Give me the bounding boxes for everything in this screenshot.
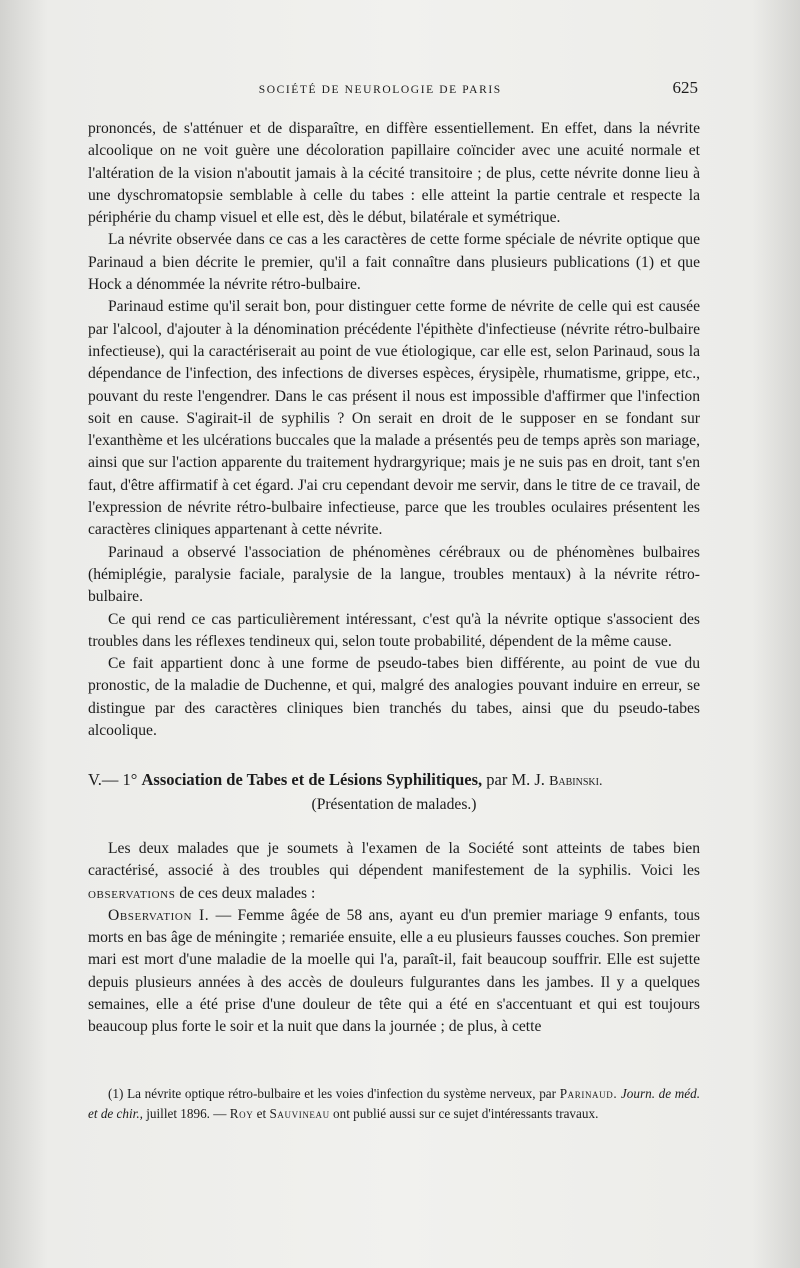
footnote-author-roy: Roy [229, 1106, 254, 1121]
page-header [88, 78, 698, 98]
footnote-text-3: ont publié aussi sur ce sujet d'intéressants travaux. [333, 1106, 599, 1121]
footnote-author-sauvineau: Sauvineau [269, 1106, 330, 1121]
footnote-marker: (1) [108, 1086, 124, 1101]
footnote [88, 1084, 700, 1124]
section-by: par M. J. [486, 770, 545, 790]
section-subtitle: (Présentation de malades.) [311, 795, 477, 813]
intro-smallcaps: observations [88, 884, 176, 902]
paragraph-3: Parinaud estime qu'il serait bon, pour distinguer cette forme de névrite de celle qui est causée par l'alcool, d'ajouter à la dénomination précédente l'épithète d'infectieuse (névrite rétro-bulbaire infectieuse), qui la caractériserait au point de vue étiologique, car elle est, selon Parinaud, sous la dépendance de l'infection, des infections de diverses espèces, érysipèle, rhumatisme, grippe, etc., pouvant du reste l'engendrer. Dans le cas présent il nous est impossible d'affirmer que l'infection soit en cause. S'agirait-il de syphilis ? On serait en droit de le supposer en se fondant sur l'exanthème et les ulcérations buccales que la malade a présentés peu de temps après son mariage, ainsi que sur l'action apparente du traitement hydrargyrique; mais je ne suis pas en droit, tant s'en faut, d'être affirmatif à cet égard. J'ai cru cependant devoir me servir, dans le titre de ce travail, de l'expression de névrite rétro-bulbaire infectieuse, parce que les troubles oculaires présentent les caractères cliniques appartenant à cette névrite. [88, 298, 700, 539]
observation-paragraph [88, 905, 700, 1039]
intro-text-after: de ces deux malades : [179, 884, 316, 902]
paragraph-5: Ce qui rend ce cas particulièrement intéressant, c'est qu'à la névrite optique s'associent des troubles dans les réflexes tendineux qui, selon toute probabilité, dépendent de la même cause. [88, 610, 700, 650]
intro-text-before: Les deux malades que je soumets à l'examen de la Société sont atteints de tabes bien caractérisé, associé à des troubles qui dépendent manifestement de la syphilis. Voici les [88, 839, 700, 880]
section-intro-paragraph [88, 838, 700, 905]
observation-label: Observation I. [108, 906, 210, 924]
body-text [88, 118, 700, 1039]
paragraph-4: Parinaud a observé l'association de phénomènes cérébraux ou de phénomènes bulbaires (hémiplégie, paralysie faciale, paralysie de la langue, troubles mentaux) à la névrite rétro-bulbaire. [88, 543, 700, 606]
section-heading [88, 769, 700, 793]
footnote-text-1: La névrite optique rétro-bulbaire et les voies d'infection du système nerveux, par [127, 1086, 557, 1101]
paragraph-6: Ce fait appartient donc à une forme de pseudo-tabes bien différente, au point de vue du pronostic, de la maladie de Duchenne, et qui, malgré des analogies pouvant induire en erreur, se distingue par des caractères cliniques bien tranchés du tabes, ainsi que du pseudo-tabes alcoolique. [88, 655, 700, 740]
paragraph-1: prononcés, de s'atténuer et de disparaître, en diffère essentiellement. En effet, dans la névrite alcoolique on ne voit guère une décoloration papillaire coïncider avec une acuité normale et l'altération de la vision n'aboutit jamais à la cécité transitoire ; de plus, cette névrite donne lieu à une dyschromatopsie semblable à celle du tabes : elle atteint la partie centrale et respecte la périphérie du champ visuel et elle est, dès le début, bilatérale et symétrique. [88, 120, 700, 227]
footnote-paragraph [88, 1084, 700, 1124]
running-head: SOCIÉTÉ DE NEUROLOGIE DE PARIS [258, 84, 502, 96]
section-number: V.— 1° [88, 770, 138, 790]
footnote-journal: Journ. de méd. et de chir., [88, 1086, 701, 1121]
section-author: Babinski. [549, 774, 603, 790]
observation-text: — Femme âgée de 58 ans, ayant eu d'un premier mariage 9 enfants, tous morts en bas âge de méningite ; remariée ensuite, elle a eu plusieurs fausses couches. Son premier mari est mort d'une maladie de la moelle qui l'a, paraît-il, fait beaucoup souffrir. Elle est sujette depuis plusieurs années à des accès de douleurs fulgurantes dans les jambes. Il y a quelques semaines, elle a été prise d'une douleur de tête qui a été en s'accentuant et qui est toujours beaucoup plus forte le soir et la nuit que dans la journée ; de plus, à cette [88, 906, 700, 1036]
page-number: 625 [672, 78, 698, 97]
footnote-text-2: juillet 1896. — [146, 1106, 227, 1121]
footnote-and: et [256, 1106, 267, 1121]
paragraph-2: La névrite observée dans ce cas a les caractères de cette forme spéciale de névrite optique que Parinaud a bien décrite le premier, qu'il a fait connaître dans plusieurs publications (1) et que Hock a dénommée la névrite rétro-bulbaire. [88, 231, 700, 294]
section-title: Association de Tabes et de Lésions Syphilitiques, [141, 770, 483, 790]
footnote-author-parinaud: Parinaud. [559, 1086, 618, 1101]
